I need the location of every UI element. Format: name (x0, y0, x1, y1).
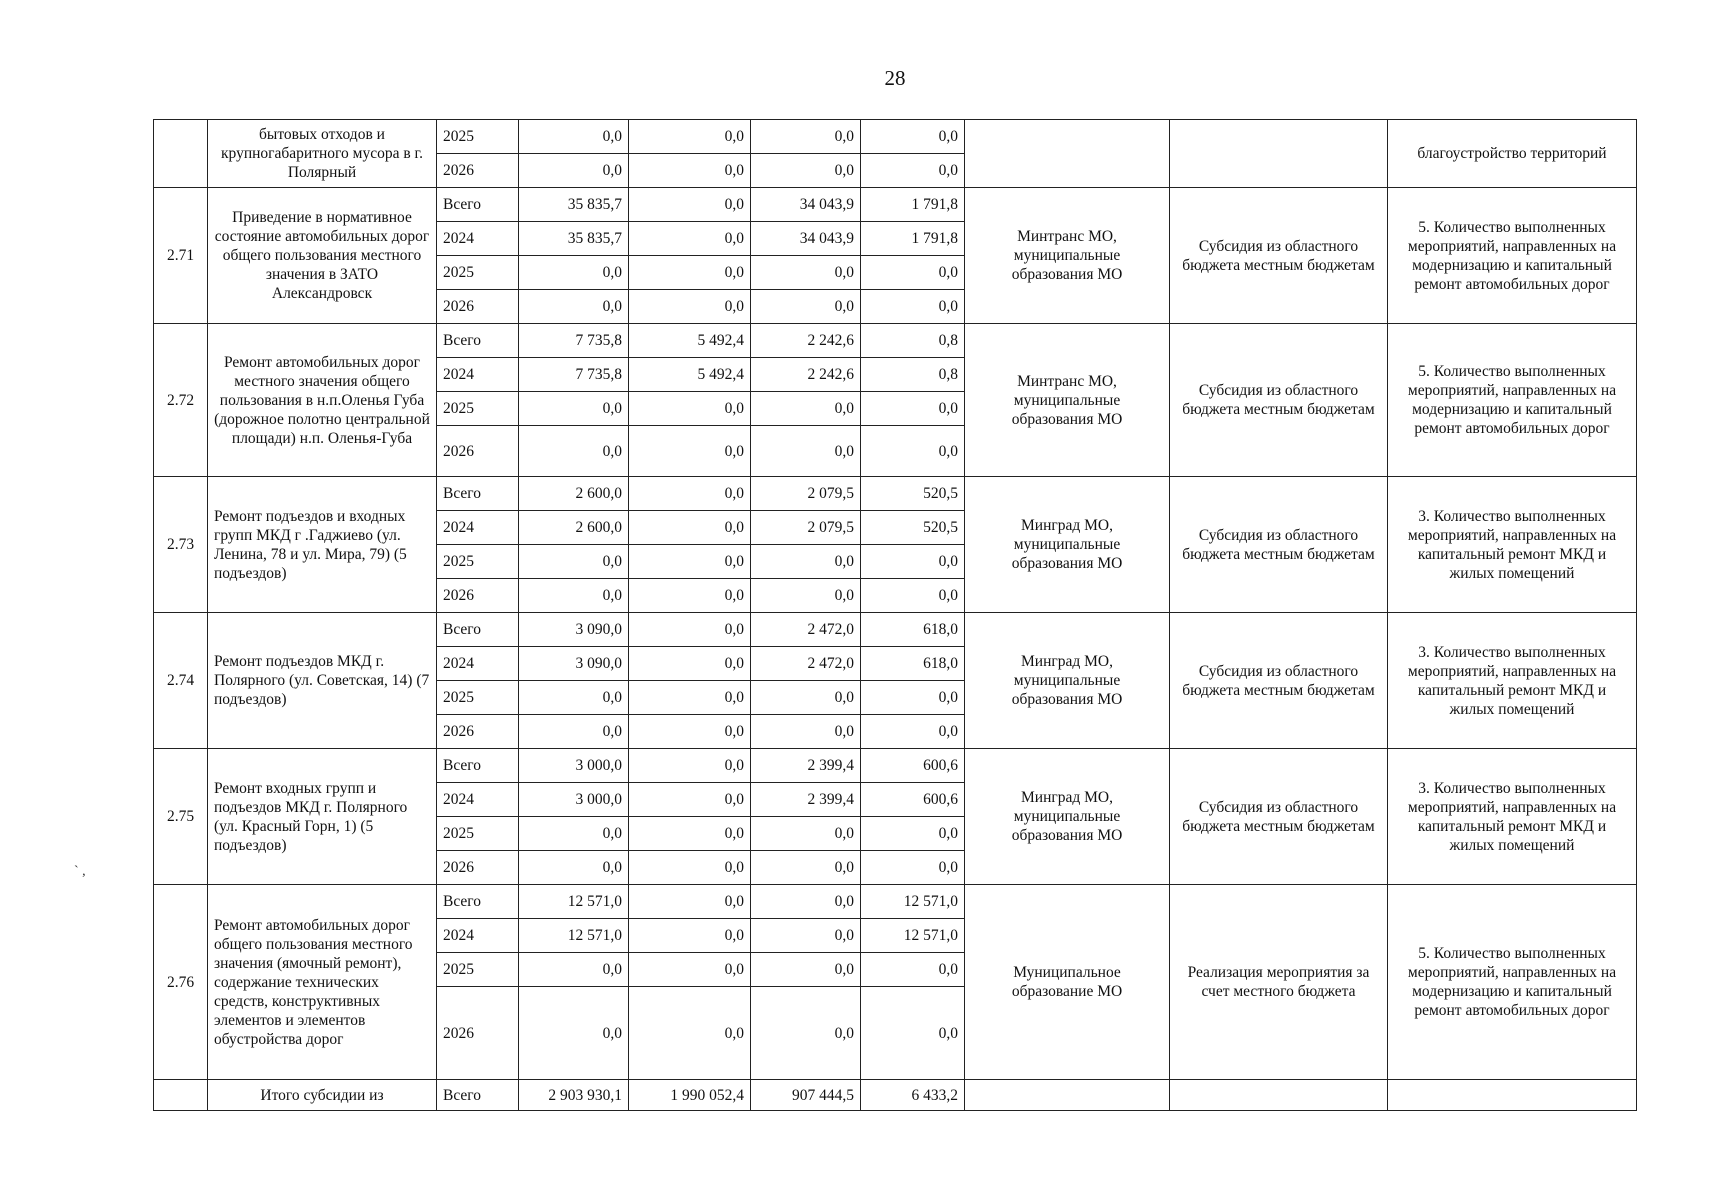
funding-source-cell: Субсидия из областного бюджета местным бюджетам (1170, 477, 1388, 613)
total-amount-cell: 0,0 (519, 392, 629, 426)
local-budget-cell: 0,0 (861, 715, 965, 749)
federal-budget-cell: 0,0 (629, 647, 751, 681)
total-amount-cell: 2 600,0 (519, 477, 629, 511)
federal-budget-cell: 0,0 (629, 783, 751, 817)
total-amount-cell: 35 835,7 (519, 188, 629, 222)
item-name: Ремонт автомобильных дорог местного значения общего пользования в н.п.Оленья Губа (дорожное полотно центральной площади) н.п. Оленья-Губа (208, 324, 437, 477)
total-amount-cell: 35 835,7 (519, 222, 629, 256)
federal-budget-cell: 0,0 (629, 477, 751, 511)
period-cell: 2026 (437, 290, 519, 324)
federal-budget-cell: 0,0 (629, 392, 751, 426)
item-name: Ремонт подъездов и входных групп МКД г .Гаджиево (ул. Ленина, 78 и ул. Мира, 79) (5 подъездов) (208, 477, 437, 613)
funding-source-cell: Субсидия из областного бюджета местным бюджетам (1170, 613, 1388, 749)
total-amount-cell: 0,0 (519, 817, 629, 851)
federal-budget-cell: 0,0 (629, 511, 751, 545)
total-label: Итого субсидии из (208, 1080, 437, 1111)
federal-budget-cell: 0,0 (629, 256, 751, 290)
scan-mark: ` , (74, 864, 86, 879)
period-cell: 2024 (437, 222, 519, 256)
regional-budget-cell: 0,0 (751, 681, 861, 715)
total-amount-cell: 7 735,8 (519, 358, 629, 392)
total-amount-cell: 2 903 930,1 (519, 1080, 629, 1111)
period-cell: 2026 (437, 987, 519, 1080)
regional-budget-cell: 0,0 (751, 885, 861, 919)
local-budget-cell: 0,0 (861, 256, 965, 290)
period-cell: Всего (437, 188, 519, 222)
federal-budget-cell: 0,0 (629, 953, 751, 987)
item-name: Ремонт подъездов МКД г. Полярного (ул. Советская, 14) (7 подъездов) (208, 613, 437, 749)
local-budget-cell: 0,0 (861, 392, 965, 426)
funding-source-cell: Субсидия из областного бюджета местным бюджетам (1170, 324, 1388, 477)
funding-source-cell (1170, 1080, 1388, 1111)
regional-budget-cell: 2 079,5 (751, 511, 861, 545)
local-budget-cell: 520,5 (861, 511, 965, 545)
federal-budget-cell: 0,0 (629, 579, 751, 613)
local-budget-cell: 0,0 (861, 681, 965, 715)
period-cell: 2024 (437, 647, 519, 681)
local-budget-cell: 12 571,0 (861, 919, 965, 953)
table-row (154, 324, 1637, 358)
federal-budget-cell: 0,0 (629, 681, 751, 715)
table-row (154, 613, 1637, 647)
item-number: 2.76 (154, 885, 208, 1080)
federal-budget-cell: 0,0 (629, 817, 751, 851)
local-budget-cell: 0,0 (861, 579, 965, 613)
federal-budget-cell: 0,0 (629, 987, 751, 1080)
table-row (154, 477, 1637, 511)
indicator-cell: 5. Количество выполненных мероприятий, направленных на модернизацию и капитальный ремонт автомобильных дорог (1388, 188, 1637, 324)
federal-budget-cell: 0,0 (629, 715, 751, 749)
period-cell: 2025 (437, 392, 519, 426)
table-row (154, 749, 1637, 783)
regional-budget-cell: 0,0 (751, 579, 861, 613)
total-amount-cell: 0,0 (519, 579, 629, 613)
indicator-cell: 5. Количество выполненных мероприятий, направленных на модернизацию и капитальный ремонт автомобильных дорог (1388, 324, 1637, 477)
total-amount-cell: 0,0 (519, 154, 629, 188)
executor-cell: Минград МО, муниципальные образования МО (965, 613, 1170, 749)
regional-budget-cell: 0,0 (751, 545, 861, 579)
period-cell: 2024 (437, 358, 519, 392)
total-amount-cell: 0,0 (519, 426, 629, 477)
regional-budget-cell: 0,0 (751, 426, 861, 477)
period-cell: 2024 (437, 919, 519, 953)
indicator-cell: 3. Количество выполненных мероприятий, направленных на капитальный ремонт МКД и жилых помещений (1388, 613, 1637, 749)
period-cell: Всего (437, 1080, 519, 1111)
period-cell: 2025 (437, 953, 519, 987)
total-amount-cell: 3 090,0 (519, 613, 629, 647)
local-budget-cell: 0,0 (861, 154, 965, 188)
executor-cell (965, 120, 1170, 188)
federal-budget-cell: 0,0 (629, 851, 751, 885)
local-budget-cell: 0,8 (861, 324, 965, 358)
regional-budget-cell: 0,0 (751, 953, 861, 987)
item-number: 2.74 (154, 613, 208, 749)
local-budget-cell: 520,5 (861, 477, 965, 511)
period-cell: 2025 (437, 256, 519, 290)
period-cell: 2024 (437, 511, 519, 545)
total-amount-cell: 0,0 (519, 120, 629, 154)
federal-budget-cell: 0,0 (629, 545, 751, 579)
total-row (154, 1080, 1637, 1111)
local-budget-cell: 0,8 (861, 358, 965, 392)
federal-budget-cell: 0,0 (629, 613, 751, 647)
period-cell: Всего (437, 885, 519, 919)
period-cell: Всего (437, 749, 519, 783)
executor-cell: Минград МО, муниципальные образования МО (965, 477, 1170, 613)
total-amount-cell: 3 090,0 (519, 647, 629, 681)
period-cell: 2026 (437, 154, 519, 188)
total-amount-cell: 3 000,0 (519, 783, 629, 817)
local-budget-cell: 1 791,8 (861, 222, 965, 256)
local-budget-cell: 600,6 (861, 783, 965, 817)
item-name: Ремонт входных групп и подъездов МКД г. Полярного (ул. Красный Горн, 1) (5 подъездов) (208, 749, 437, 885)
federal-budget-cell: 0,0 (629, 120, 751, 154)
table-row (154, 120, 1637, 154)
item-name: бытовых отходов и крупногабаритного мусора в г. Полярный (208, 120, 437, 188)
total-amount-cell: 0,0 (519, 256, 629, 290)
regional-budget-cell: 0,0 (751, 290, 861, 324)
federal-budget-cell: 0,0 (629, 290, 751, 324)
local-budget-cell: 1 791,8 (861, 188, 965, 222)
period-cell: 2025 (437, 817, 519, 851)
federal-budget-cell: 5 492,4 (629, 358, 751, 392)
regional-budget-cell: 2 242,6 (751, 358, 861, 392)
item-number: 2.75 (154, 749, 208, 885)
regional-budget-cell: 0,0 (751, 987, 861, 1080)
total-amount-cell: 0,0 (519, 290, 629, 324)
period-cell: 2026 (437, 426, 519, 477)
total-amount-cell: 0,0 (519, 987, 629, 1080)
funding-source-cell: Реализация мероприятия за счет местного бюджета (1170, 885, 1388, 1080)
regional-budget-cell: 2 079,5 (751, 477, 861, 511)
indicator-cell: 5. Количество выполненных мероприятий, направленных на модернизацию и капитальный ремонт автомобильных дорог (1388, 885, 1637, 1080)
executor-cell: Муниципальное образование МО (965, 885, 1170, 1080)
period-cell: 2024 (437, 783, 519, 817)
federal-budget-cell: 0,0 (629, 222, 751, 256)
total-amount-cell: 0,0 (519, 851, 629, 885)
total-amount-cell: 3 000,0 (519, 749, 629, 783)
page-number: 28 (884, 66, 906, 90)
funding-source-cell: Субсидия из областного бюджета местным бюджетам (1170, 188, 1388, 324)
funding-source-cell (1170, 120, 1388, 188)
local-budget-cell: 12 571,0 (861, 885, 965, 919)
regional-budget-cell: 0,0 (751, 851, 861, 885)
local-budget-cell: 0,0 (861, 851, 965, 885)
period-cell: Всего (437, 613, 519, 647)
item-number: 2.73 (154, 477, 208, 613)
period-cell: 2026 (437, 715, 519, 749)
regional-budget-cell: 0,0 (751, 715, 861, 749)
item-number: 2.71 (154, 188, 208, 324)
local-budget-cell: 0,0 (861, 953, 965, 987)
regional-budget-cell: 0,0 (751, 256, 861, 290)
period-cell: 2025 (437, 120, 519, 154)
total-amount-cell: 12 571,0 (519, 885, 629, 919)
item-number (154, 120, 208, 188)
funding-source-cell: Субсидия из областного бюджета местным бюджетам (1170, 749, 1388, 885)
regional-budget-cell: 2 242,6 (751, 324, 861, 358)
executor-cell: Минтранс МО, муниципальные образования МО (965, 188, 1170, 324)
regional-budget-cell: 2 472,0 (751, 647, 861, 681)
federal-budget-cell: 5 492,4 (629, 324, 751, 358)
regional-budget-cell: 0,0 (751, 919, 861, 953)
item-name: Ремонт автомобильных дорог общего пользования местного значения (ямочный ремонт), содержание технических средств, конструктивных элементов и элементов обустройства дорог (208, 885, 437, 1080)
regional-budget-cell: 0,0 (751, 154, 861, 188)
local-budget-cell: 0,0 (861, 817, 965, 851)
regional-budget-cell: 34 043,9 (751, 188, 861, 222)
total-amount-cell: 2 600,0 (519, 511, 629, 545)
indicator-cell: 3. Количество выполненных мероприятий, направленных на капитальный ремонт МКД и жилых помещений (1388, 749, 1637, 885)
period-cell: Всего (437, 324, 519, 358)
period-cell: Всего (437, 477, 519, 511)
item-number: 2.72 (154, 324, 208, 477)
regional-budget-cell: 0,0 (751, 120, 861, 154)
regional-budget-cell: 34 043,9 (751, 222, 861, 256)
total-amount-cell: 7 735,8 (519, 324, 629, 358)
period-cell: 2025 (437, 545, 519, 579)
regional-budget-cell: 0,0 (751, 392, 861, 426)
local-budget-cell: 0,0 (861, 426, 965, 477)
federal-budget-cell: 0,0 (629, 885, 751, 919)
table-row (154, 885, 1637, 919)
indicator-cell: благоустройство территорий (1388, 120, 1637, 188)
period-cell: 2026 (437, 579, 519, 613)
federal-budget-cell: 0,0 (629, 426, 751, 477)
regional-budget-cell: 2 472,0 (751, 613, 861, 647)
total-amount-cell: 0,0 (519, 545, 629, 579)
executor-cell (965, 1080, 1170, 1111)
total-amount-cell: 12 571,0 (519, 919, 629, 953)
federal-budget-cell: 0,0 (629, 919, 751, 953)
regional-budget-cell: 2 399,4 (751, 783, 861, 817)
budget-table (153, 119, 1637, 1111)
local-budget-cell: 618,0 (861, 613, 965, 647)
item-name: Приведение в нормативное состояние автомобильных дорог общего пользования местного значения в ЗАТО Александровск (208, 188, 437, 324)
executor-cell: Минград МО, муниципальные образования МО (965, 749, 1170, 885)
local-budget-cell: 6 433,2 (861, 1080, 965, 1111)
regional-budget-cell: 907 444,5 (751, 1080, 861, 1111)
local-budget-cell: 0,0 (861, 545, 965, 579)
local-budget-cell: 0,0 (861, 120, 965, 154)
federal-budget-cell: 1 990 052,4 (629, 1080, 751, 1111)
item-number (154, 1080, 208, 1111)
local-budget-cell: 0,0 (861, 290, 965, 324)
local-budget-cell: 600,6 (861, 749, 965, 783)
local-budget-cell: 0,0 (861, 987, 965, 1080)
federal-budget-cell: 0,0 (629, 749, 751, 783)
federal-budget-cell: 0,0 (629, 154, 751, 188)
total-amount-cell: 0,0 (519, 953, 629, 987)
total-amount-cell: 0,0 (519, 715, 629, 749)
table-row (154, 188, 1637, 222)
regional-budget-cell: 2 399,4 (751, 749, 861, 783)
period-cell: 2025 (437, 681, 519, 715)
executor-cell: Минтранс МО, муниципальные образования МО (965, 324, 1170, 477)
total-amount-cell: 0,0 (519, 681, 629, 715)
regional-budget-cell: 0,0 (751, 817, 861, 851)
indicator-cell (1388, 1080, 1637, 1111)
period-cell: 2026 (437, 851, 519, 885)
indicator-cell: 3. Количество выполненных мероприятий, направленных на капитальный ремонт МКД и жилых помещений (1388, 477, 1637, 613)
federal-budget-cell: 0,0 (629, 188, 751, 222)
local-budget-cell: 618,0 (861, 647, 965, 681)
